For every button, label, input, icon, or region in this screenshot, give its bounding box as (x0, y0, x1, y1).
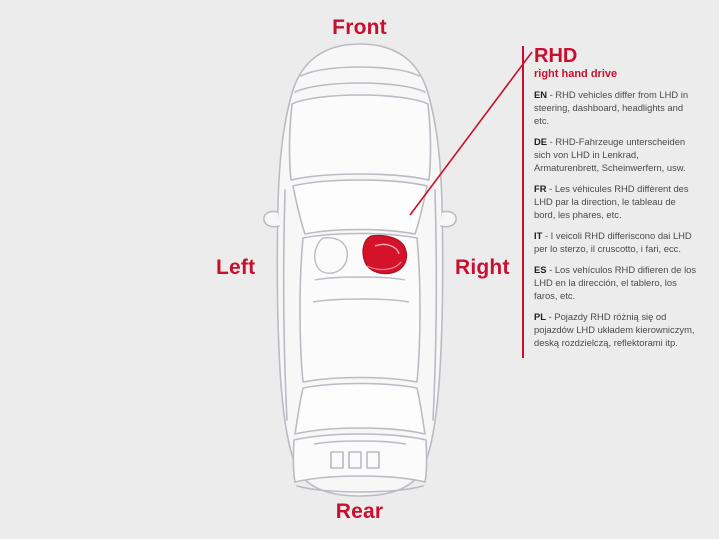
description-text-pl: - Pojazdy RHD różnią się od pojazdów LHD układem kierowniczym, deską rozdzielczą, reflektorami itp. (534, 310, 695, 348)
description-es (534, 264, 697, 303)
description-fr (534, 183, 697, 222)
lang-code-es: ES (534, 263, 547, 275)
description-text-it: - I veicoli RHD differiscono dai LHD per lo sterzo, il cruscotto, i fari, ecc. (534, 229, 692, 254)
lang-code-fr: FR (534, 182, 547, 194)
description-en (534, 89, 697, 128)
label-rear: Rear (335, 500, 384, 523)
description-text-es: - Los vehículos RHD difieren de los LHD en la dirección, el tablero, los faros, etc. (534, 263, 697, 301)
description-pl (534, 311, 697, 350)
label-left: Left (216, 256, 256, 279)
description-text-en: - RHD vehicles differ from LHD in steering, dashboard, headlights and etc. (534, 89, 689, 127)
rhd-driver-area-highlight (363, 236, 407, 274)
description-text-fr: - Les véhicules RHD diffèrent des LHD par la direction, le tableau de bord, les phares, etc. (534, 182, 689, 220)
label-right: Right (455, 256, 510, 279)
panel-title: RHD (534, 45, 578, 67)
lang-code-de: DE (534, 136, 548, 147)
lang-code-pl: PL (534, 310, 546, 322)
panel-subtitle: right hand drive (534, 68, 618, 80)
car-top-view-illustration (245, 40, 475, 500)
rhd-info-panel (522, 46, 697, 358)
label-front: Front (332, 16, 387, 39)
description-de (534, 136, 697, 175)
description-it (534, 230, 697, 256)
description-text-de: - RHD-Fahrzeuge unterscheiden sich von LHD in Lenkrad, Armaturenbrett, Scheinwerfern, usw. (534, 136, 686, 173)
lang-code-it: IT (534, 229, 543, 241)
car-outline-icon (245, 40, 475, 500)
lang-code-en: EN (534, 89, 548, 101)
